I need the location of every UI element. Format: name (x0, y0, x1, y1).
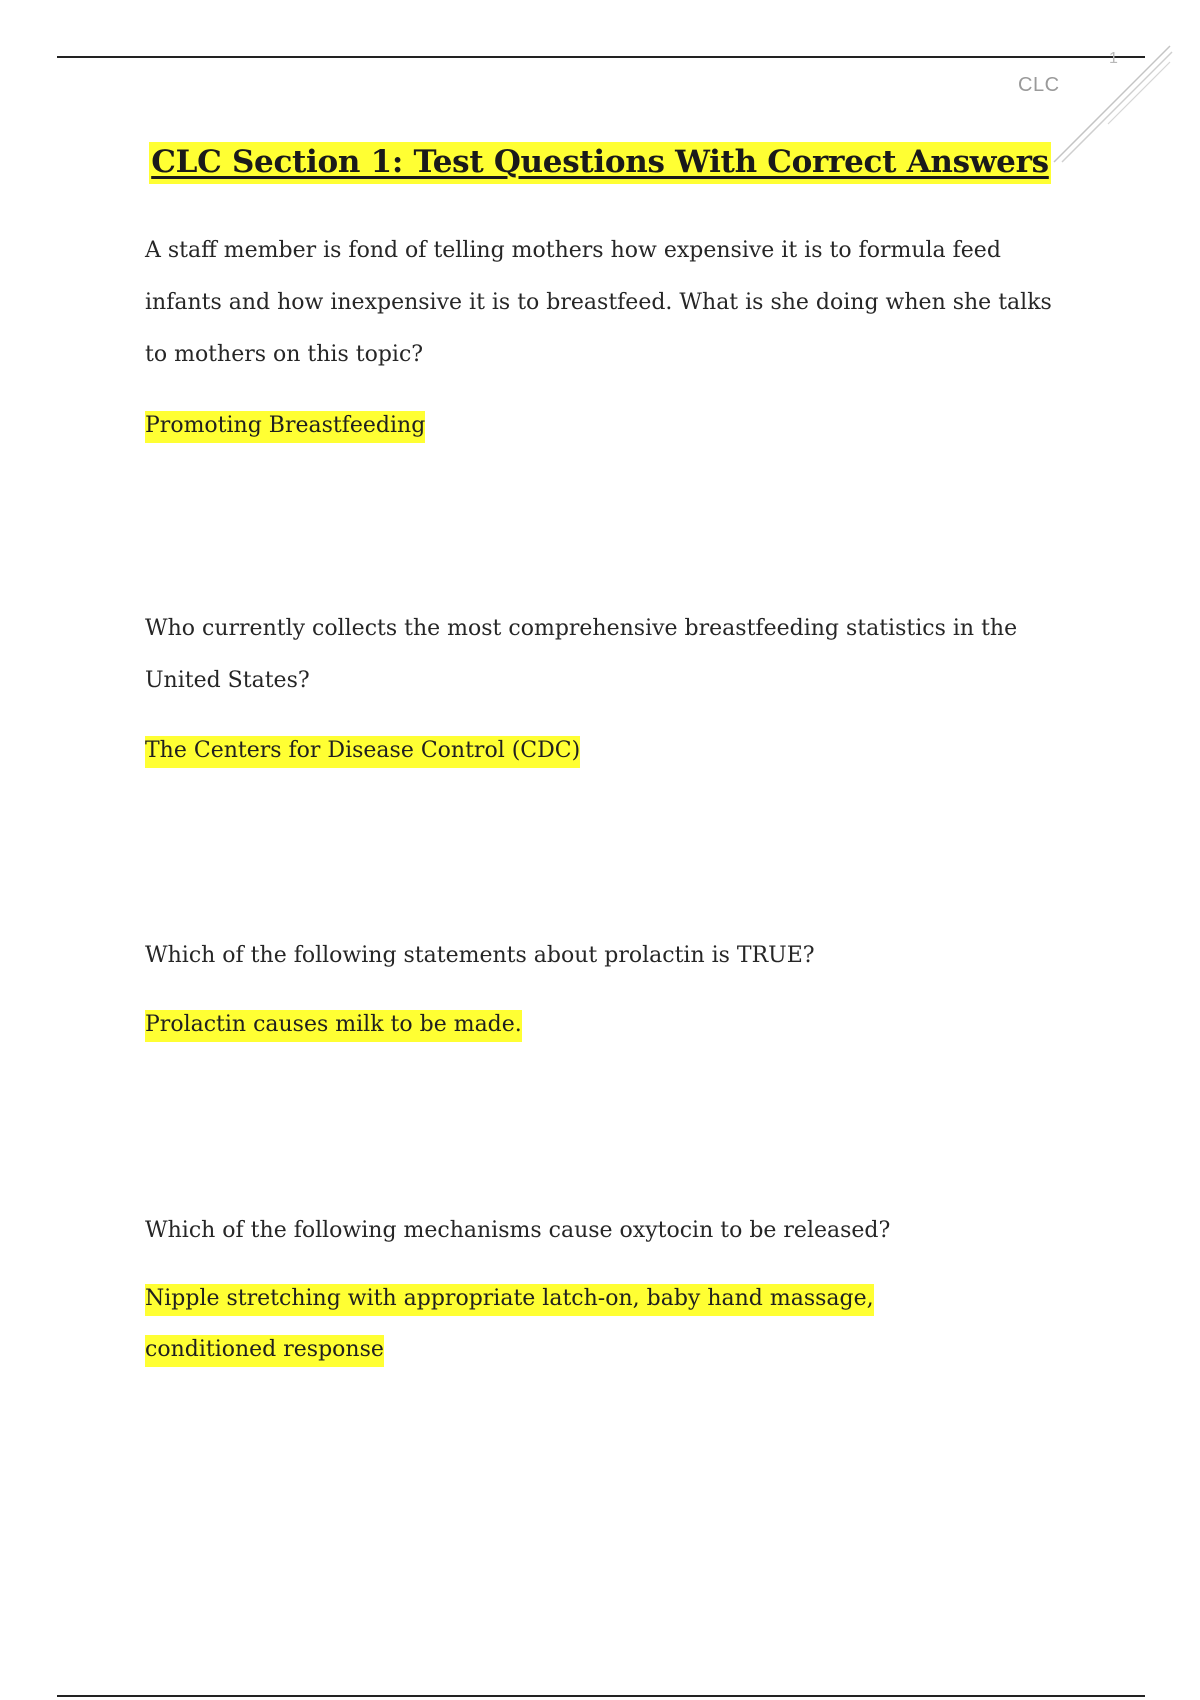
qa-item-3 (145, 930, 1065, 982)
answer-item-1 (145, 400, 1065, 451)
question-text: Who currently collects the most comprehensive breastfeeding statistics in the United States? (145, 616, 1018, 693)
answer-item-3 (145, 999, 1065, 1050)
question-text: Which of the following mechanisms cause oxytocin to be released? (145, 1218, 891, 1243)
footer-rule (57, 1695, 1145, 1697)
running-head: CLC (1018, 74, 1060, 96)
answer-text: Nipple stretching with appropriate latch-on, baby hand massage, conditioned response (145, 1284, 874, 1367)
qa-item-2 (145, 603, 1065, 707)
answer-text: Promoting Breastfeeding (145, 411, 425, 443)
page-number: 1 (1109, 50, 1118, 67)
answer-text: Prolactin causes milk to be made. (145, 1010, 522, 1042)
qa-item-4 (145, 1205, 1065, 1257)
question-text: A staff member is fond of telling mothers how expensive it is to formula feed infants and how inexpensive it is to breastfeed. What is she doing when she talks to mothers on this topic? (145, 238, 1052, 367)
question-text: Which of the following statements about prolactin is TRUE? (145, 943, 815, 968)
answer-item-4 (145, 1273, 1005, 1375)
document-title: CLC Section 1: Test Questions With Correct Answers (149, 142, 1051, 184)
qa-item-1 (145, 225, 1065, 381)
answer-text: The Centers for Disease Control (CDC) (145, 736, 580, 768)
answer-item-2 (145, 725, 1065, 776)
title-container (0, 142, 1200, 184)
header-rule (57, 56, 1145, 58)
